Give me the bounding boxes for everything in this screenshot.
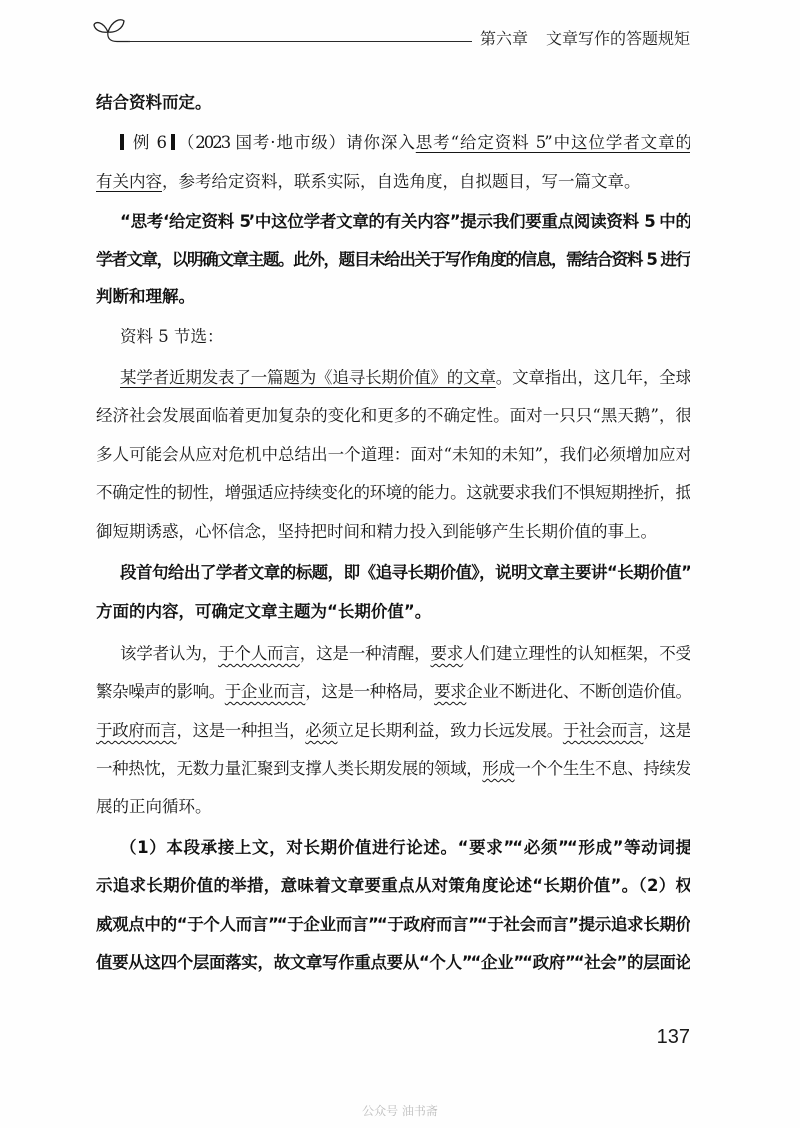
excerpt-line: 不确定性的韧性，增强适应持续变化的环境的能力。这就要求我们不惧短期挫折，抵: [96, 483, 690, 502]
underlined-phrase: 有关内容: [96, 172, 162, 191]
analysis-line: 值要从这四个层面落实，故文章写作重点要从“个人”“企业”“政府”“社会”的层面论: [96, 953, 690, 972]
example-line: [120, 131, 690, 161]
text-segment: 请你深入: [346, 133, 416, 152]
header-title: 文章写作的答题规矩: [545, 29, 690, 48]
excerpt-line: [120, 366, 690, 396]
analysis-line: “思考‘给定资料 5’中这位学者文章的有关内容”提示我们要重点阅读资料 5 中的: [120, 212, 690, 231]
example-line: [96, 170, 690, 200]
text-segment: ，这是: [643, 721, 690, 740]
analysis-line: 段首句给出了学者文章的标题，即《追寻长期价值》，说明文章主要讲“长期价值”: [120, 563, 690, 582]
text-segment: 一种热忱，无数力量汇聚到支撑人类长期发展的领域，: [96, 759, 483, 778]
wavy-underlined-phrase: 要求: [434, 682, 467, 701]
page-number: 137: [656, 1026, 690, 1048]
analysis-line: 示追求长期价值的举措，意味着文章要重点从对策角度论述“长期价值”。（2）权: [96, 876, 690, 895]
header-rule: [128, 41, 472, 42]
text-segment: 企业不断进化、不断创造价值。: [466, 682, 690, 701]
example-label: 例 6: [130, 133, 165, 152]
analysis-line: （1）本段承接上文，对长期价值进行论述。“要求”“必须”“形成”等动词提: [120, 838, 690, 857]
excerpt-title: 资料 5 节选：: [120, 327, 224, 346]
intro-end-line: 结合资料而定。: [96, 93, 212, 112]
example-bar-left: [120, 134, 124, 150]
wavy-underlined-phrase: 要求: [430, 644, 464, 663]
analysis-line: 判断和理解。: [96, 287, 195, 306]
watermark: 公众号 油书斋: [362, 1104, 438, 1118]
wavy-underlined-phrase: 于政府而言: [96, 721, 177, 740]
excerpt-line: 多人可能会从应对危机中总结出一个道理：面对“未知的未知”，我们必须增加应对: [96, 445, 690, 464]
text-segment: ，这是一种清醒，: [299, 644, 431, 663]
text-segment: 繁杂噪声的影响。: [96, 682, 225, 701]
wavy-underlined-phrase: 形成: [482, 759, 515, 778]
excerpt-line: [96, 719, 690, 749]
running-header: [470, 27, 690, 51]
excerpt-line: 御短期诱惑，心怀信念，坚持把时间和精力投入到能够产生长期价值的事上。: [96, 522, 657, 541]
example-source: （2023 国考·地市级）: [174, 133, 347, 152]
header-chapter: 第六章: [479, 29, 528, 48]
analysis-line: 威观点中的“于个人而言”“于企业而言”“于政府而言”“于社会而言”提示追求长期价: [96, 915, 690, 934]
text-segment: 立足长期利益，致力长远发展。: [337, 721, 563, 740]
text-segment: 人们建立理性的认知框架，不受: [463, 644, 690, 663]
underlined-phrase: 思考“给定资料 5”中这位学者文章的: [415, 133, 690, 152]
wavy-underlined-phrase: 必须: [305, 721, 338, 740]
wavy-underlined-phrase: 于企业而言: [224, 682, 306, 701]
text-segment: 一个个生生不息、持续发: [514, 759, 690, 778]
text-segment: ，参考给定资料，联系实际，自选角度，自拟题目，写一篇文章。: [162, 172, 641, 191]
sprout-icon: [90, 12, 130, 48]
analysis-line: 学者文章，以明确文章主题。此外，题目未给出关于写作角度的信息，需结合资料 5 进行: [96, 250, 690, 269]
excerpt-line: [96, 757, 690, 787]
text-segment: 该学者认为，: [120, 644, 219, 663]
analysis-line: 方面的内容，可确定文章主题为“长期价值”。: [96, 602, 432, 621]
underlined-phrase: 某学者近期发表了一篇题为《追寻长期价值》的文章: [120, 368, 496, 387]
excerpt-line: 经济社会发展面临着更加复杂的变化和更多的不确定性。面对一只只“黑天鹅”，很: [96, 406, 690, 425]
wavy-underlined-phrase: 于社会而言: [562, 721, 644, 740]
wavy-underlined-phrase: 于个人而言: [218, 644, 300, 663]
excerpt-line: 展的正向循环。: [96, 797, 212, 816]
text-segment: 。文章指出，这几年，全球: [495, 368, 690, 387]
excerpt-line: [120, 642, 690, 672]
excerpt-line: [96, 680, 690, 710]
text-segment: ，这是一种格局，: [305, 682, 435, 701]
text-segment: ，这是一种担当，: [176, 721, 306, 740]
